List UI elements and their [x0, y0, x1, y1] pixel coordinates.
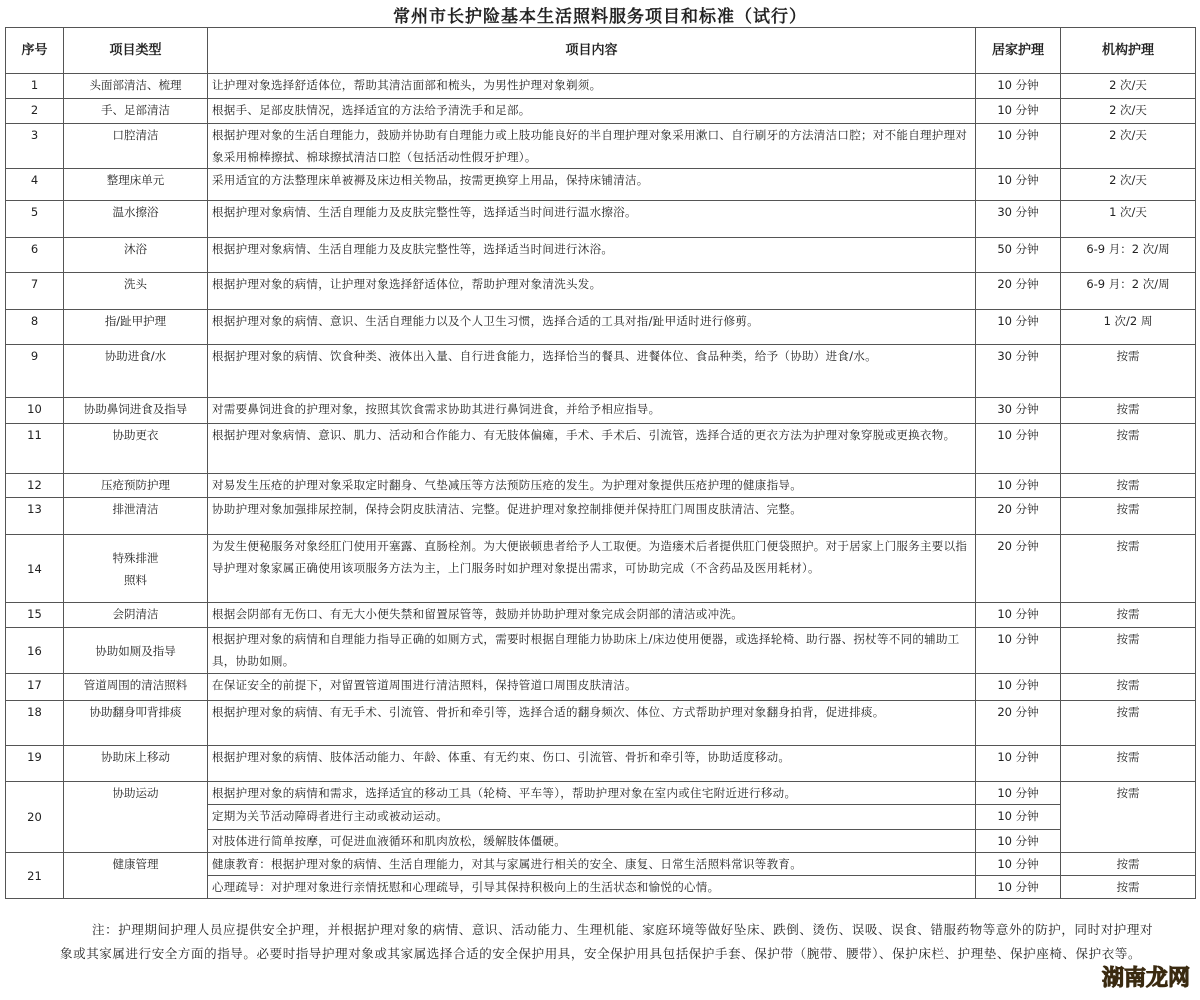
row-home-care: 20 分钟: [976, 701, 1061, 746]
row-type: 排泄清洁: [64, 498, 208, 535]
row-home-care: 10 分钟: [976, 424, 1061, 474]
row-home-care: 10 分钟: [976, 746, 1061, 782]
row-institution-care: 2 次/天: [1061, 124, 1196, 169]
row-type: 头面部清洁、梳理: [64, 74, 208, 99]
row-institution-care: 6-9 月：2 次/周: [1061, 238, 1196, 273]
row-home-care: 10 分钟: [976, 853, 1061, 876]
row-content: 根据手、足部皮肤情况，选择适宜的方法给予清洗手和足部。: [208, 99, 976, 124]
header-home-care: 居家护理: [976, 28, 1061, 74]
row-home-care: 10 分钟: [976, 830, 1061, 853]
header-index: 序号: [6, 28, 64, 74]
row-content: 根据会阴部有无伤口、有无大小便失禁和留置尿管等，鼓励并协助护理对象完成会阴部的清洁或冲洗。: [208, 603, 976, 628]
row-home-care: 10 分钟: [976, 603, 1061, 628]
row-index: 2: [6, 99, 64, 124]
row-content: 根据护理对象的病情和需求，选择适宜的移动工具（轮椅、平车等），帮助护理对象在室内或住宅附近进行移动。: [208, 782, 976, 805]
table-row: [6, 674, 1196, 701]
row-index: 1: [6, 74, 64, 99]
table-row: [6, 169, 1196, 201]
table-row: [6, 474, 1196, 498]
row-content: 对肢体进行简单按摩，可促进血液循环和肌肉放松，缓解肢体僵硬。: [208, 830, 976, 853]
row-type: 健康管理: [64, 853, 208, 899]
row-home-care: 20 分钟: [976, 273, 1061, 310]
row-index: 4: [6, 169, 64, 201]
row-home-care: 10 分钟: [976, 124, 1061, 169]
row-type: 协助床上移动: [64, 746, 208, 782]
row-content: 根据护理对象的病情、肢体活动能力、年龄、体重、有无约束、伤口、引流管、骨折和牵引等，协助适度移动。: [208, 746, 976, 782]
row-content: 根据护理对象病情、生活自理能力及皮肤完整性等，选择适当时间进行沐浴。: [208, 238, 976, 273]
row-institution-care: 按需: [1061, 603, 1196, 628]
row-institution-care: 1 次/2 周: [1061, 310, 1196, 345]
row-home-care: 10 分钟: [976, 474, 1061, 498]
table-row: [6, 853, 1196, 876]
table-row: [6, 424, 1196, 474]
row-home-care: 30 分钟: [976, 345, 1061, 398]
row-type: 会阴清洁: [64, 603, 208, 628]
row-institution-care: 按需: [1061, 628, 1196, 674]
row-type: 协助更衣: [64, 424, 208, 474]
row-institution-care: 按需: [1061, 498, 1196, 535]
table-row: [6, 201, 1196, 238]
row-institution-care: 2 次/天: [1061, 99, 1196, 124]
row-content: 根据护理对象的病情和自理能力指导正确的如厕方式，需要时根据自理能力协助床上/床边使用便器，或选择轮椅、助行器、拐杖等不同的辅助工具，协助如厕。: [208, 628, 976, 674]
row-content: 对易发生压疮的护理对象采取定时翻身、气垫减压等方法预防压疮的发生。为护理对象提供压疮护理的健康指导。: [208, 474, 976, 498]
row-institution-care: 按需: [1061, 424, 1196, 474]
row-index: 11: [6, 424, 64, 474]
row-home-care: 10 分钟: [976, 99, 1061, 124]
row-index: 17: [6, 674, 64, 701]
row-index: 14: [6, 535, 64, 603]
row-type: 协助如厕及指导: [64, 628, 208, 674]
table-row: [6, 124, 1196, 169]
row-institution-care: 1 次/天: [1061, 201, 1196, 238]
row-index: 20: [6, 782, 64, 853]
row-index: 10: [6, 398, 64, 424]
table-row: [6, 701, 1196, 746]
header-institution-care: 机构护理: [1061, 28, 1196, 74]
row-type: 沐浴: [64, 238, 208, 273]
row-content: 让护理对象选择舒适体位，帮助其清洁面部和梳头，为男性护理对象剃须。: [208, 74, 976, 99]
table-row: [6, 746, 1196, 782]
row-institution-care: 2 次/天: [1061, 169, 1196, 201]
row-index: 9: [6, 345, 64, 398]
row-institution-care: 按需: [1061, 674, 1196, 701]
row-home-care: 10 分钟: [976, 169, 1061, 201]
document-title: 常州市长护险基本生活照料服务项目和标准（试行）: [393, 7, 807, 27]
row-home-care: 10 分钟: [976, 876, 1061, 899]
row-content: 根据护理对象病情、意识、肌力、活动和合作能力、有无肢体偏瘫，手术、手术后、引流管，选择合适的更衣方法为护理对象穿脱或更换衣物。: [208, 424, 976, 474]
table-row: [6, 535, 1196, 603]
row-home-care: 10 分钟: [976, 628, 1061, 674]
row-type: 整理床单元: [64, 169, 208, 201]
row-home-care: 10 分钟: [976, 310, 1061, 345]
header-content: 项目内容: [208, 28, 976, 74]
header-type: 项目类型: [64, 28, 208, 74]
row-type: 温水擦浴: [64, 201, 208, 238]
footnote: 注：护理期间护理人员应提供安全护理，并根据护理对象的病情、意识、活动能力、生理机能、家庭环境等做好坠床、跌倒、烫伤、误吸、误食、错服药物等意外的防护，同时对护理对象或其家属进行安全方面的指导。必要时指导护理对象或其家属选择合适的安全保护用具，安全保护用具包括保护手套、保护带（腕带、腰带）、保护床栏、护理垫、保护座椅、保护衣等。: [60, 922, 1154, 961]
table-row: [6, 782, 1196, 805]
row-type: 洗头: [64, 273, 208, 310]
row-content: 为发生便秘服务对象经肛门使用开塞露、直肠栓剂。为大便嵌顿患者给予人工取便。为造瘘术后者提供肛门便袋照护。对于居家上门服务主要以指导护理对象家属正确使用该项服务方法为主，上门服务时如护理对象提出需求，可协助完成（不含药品及医用耗材）。: [208, 535, 976, 603]
row-type: 协助鼻饲进食及指导: [64, 398, 208, 424]
row-index: 19: [6, 746, 64, 782]
row-home-care: 10 分钟: [976, 782, 1061, 805]
row-institution-care: 按需: [1061, 535, 1196, 603]
row-institution-care: 按需: [1061, 746, 1196, 782]
row-content: 根据护理对象的病情、饮食种类、液体出入量、自行进食能力，选择恰当的餐具、进餐体位、食品种类，给予（协助）进食/水。: [208, 345, 976, 398]
table-row: [6, 310, 1196, 345]
row-content: 在保证安全的前提下，对留置管道周围进行清洁照料，保持管道口周围皮肤清洁。: [208, 674, 976, 701]
row-home-care: 30 分钟: [976, 398, 1061, 424]
row-index: 3: [6, 124, 64, 169]
row-institution-care: 按需: [1061, 876, 1196, 899]
row-type: 压疮预防护理: [64, 474, 208, 498]
row-content: 根据护理对象的病情、有无手术、引流管、骨折和牵引等，选择合适的翻身频次、体位、方式帮助护理对象翻身拍背，促进排痰。: [208, 701, 976, 746]
row-institution-care: 按需: [1061, 398, 1196, 424]
row-content: 根据护理对象的生活自理能力，鼓励并协助有自理能力或上肢功能良好的半自理护理对象采用漱口、自行刷牙的方法清洁口腔；对不能自理护理对象采用棉棒擦拭、棉球擦拭清洁口腔（包括活动性假牙护理）。: [208, 124, 976, 169]
row-index: 21: [6, 853, 64, 899]
table-row: [6, 74, 1196, 99]
table-row: [6, 238, 1196, 273]
row-content: 根据护理对象病情、生活自理能力及皮肤完整性等，选择适当时间进行温水擦浴。: [208, 201, 976, 238]
table-row: [6, 628, 1196, 674]
row-institution-care: 按需: [1061, 345, 1196, 398]
row-home-care: 30 分钟: [976, 201, 1061, 238]
row-content: 采用适宜的方法整理床单被褥及床边相关物品，按需更换穿上用品，保持床铺清洁。: [208, 169, 976, 201]
row-index: 12: [6, 474, 64, 498]
row-content: 对需要鼻饲进食的护理对象，按照其饮食需求协助其进行鼻饲进食，并给予相应指导。: [208, 398, 976, 424]
row-home-care: 10 分钟: [976, 74, 1061, 99]
watermark-logo: 湖南龙网: [1101, 966, 1190, 991]
table-row: [6, 99, 1196, 124]
row-home-care: 10 分钟: [976, 674, 1061, 701]
row-institution-care: 按需: [1061, 853, 1196, 876]
row-content: 定期为关节活动障碍者进行主动或被动运动。: [208, 805, 976, 830]
row-content: 根据护理对象的病情、意识、生活自理能力以及个人卫生习惯，选择合适的工具对指/趾甲适时进行修剪。: [208, 310, 976, 345]
row-home-care: 20 分钟: [976, 498, 1061, 535]
row-institution-care: 按需: [1061, 474, 1196, 498]
table-row: [6, 345, 1196, 398]
row-index: 5: [6, 201, 64, 238]
table-row: [6, 273, 1196, 310]
row-type: 口腔清洁: [64, 124, 208, 169]
table-row: [6, 603, 1196, 628]
row-home-care: 50 分钟: [976, 238, 1061, 273]
row-content: 根据护理对象的病情，让护理对象选择舒适体位，帮助护理对象清洗头发。: [208, 273, 976, 310]
service-standards-table: [5, 27, 1196, 899]
row-index: 18: [6, 701, 64, 746]
row-institution-care: 按需: [1061, 701, 1196, 746]
row-type: 指/趾甲护理: [64, 310, 208, 345]
row-home-care: 20 分钟: [976, 535, 1061, 603]
row-content: 健康教育：根据护理对象的病情、生活自理能力，对其与家属进行相关的安全、康复、日常生活照料常识等教育。: [208, 853, 976, 876]
table-row: [6, 498, 1196, 535]
row-content: 心理疏导：对护理对象进行亲情抚慰和心理疏导，引导其保持积极向上的生活状态和愉悦的心情。: [208, 876, 976, 899]
row-type: 管道周围的清洁照料: [64, 674, 208, 701]
row-type: 协助翻身叩背排痰: [64, 701, 208, 746]
row-index: 7: [6, 273, 64, 310]
row-type: 手、足部清洁: [64, 99, 208, 124]
row-index: 16: [6, 628, 64, 674]
row-index: 15: [6, 603, 64, 628]
table-header-row: [6, 28, 1196, 74]
row-index: 6: [6, 238, 64, 273]
row-type: 协助运动: [64, 782, 208, 853]
table-row: [6, 398, 1196, 424]
row-home-care: 10 分钟: [976, 805, 1061, 830]
row-institution-care: 2 次/天: [1061, 74, 1196, 99]
row-institution-care: 6-9 月：2 次/周: [1061, 273, 1196, 310]
row-index: 13: [6, 498, 64, 535]
row-type: 特殊排泄 照料: [64, 535, 208, 603]
row-institution-care: 按需: [1061, 782, 1196, 853]
row-index: 8: [6, 310, 64, 345]
row-content: 协助护理对象加强排尿控制，保持会阴皮肤清洁、完整。促进护理对象控制排便并保持肛门周围皮肤清洁、完整。: [208, 498, 976, 535]
row-type: 协助进食/水: [64, 345, 208, 398]
